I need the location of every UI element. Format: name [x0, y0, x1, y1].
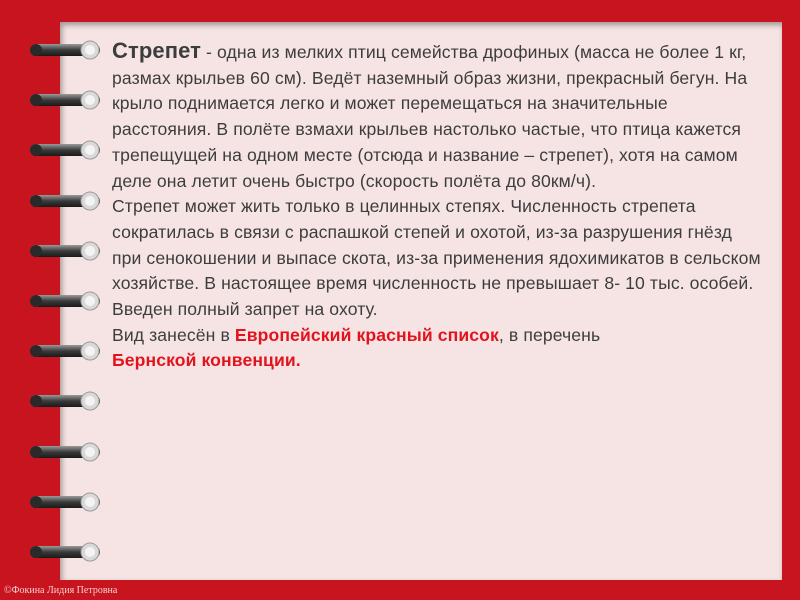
slide-title: Стрепет [112, 38, 202, 63]
red-list-label: Европейский красный список [234, 324, 499, 345]
binding-ring-icon [28, 237, 104, 265]
status-text-before: Вид занесён в [112, 324, 235, 345]
binding-ring-icon [28, 438, 104, 466]
description-body: (масса не более 1 кг, размах крыльев 60 см). Ведёт наземный образ жизни, прекрасный бегун. На крыло поднимается легко и может перемещаться на значительные расстояния. В полёте взмахи крыльев настолько частые, что птица кажется трепещущей на одном месте (отсюда и название – стрепет), хотя на самом деле она летит очень быстро (скорость полёта до 80км/ч). [112, 42, 748, 191]
binding-ring-icon [28, 488, 104, 516]
binding-ring-icon [28, 36, 104, 64]
paragraph-status [112, 323, 762, 374]
binding-ring-icon [28, 287, 104, 315]
binding-ring-icon [28, 337, 104, 365]
bern-convention-label: Бернской конвенции. [112, 350, 301, 371]
title-intro: - одна из мелких птиц семейства дрофиных [201, 42, 570, 62]
copyright-text: ©Фокина Лидия Петровна [4, 585, 118, 596]
binding-ring-icon [28, 187, 104, 215]
paragraph-population: Стрепет может жить только в целинных степях. Численность стрепета сократилась в связи с распашкой степей и охотой, из-за разрушения гнёзд при сенокошении и выпасе скота, из-за применения ядохимикатов в сельском хозяйстве. В настоящее время численность не превышает 8- 10 тыс. особей. Введен полный запрет на охоту. [112, 196, 761, 320]
paragraph-description [112, 38, 762, 194]
status-text-middle: , в перечень [498, 324, 601, 345]
binding-ring-icon [28, 387, 104, 415]
binding-ring-icon [28, 136, 104, 164]
slide-text [112, 38, 762, 374]
binding-ring-icon [28, 538, 104, 566]
binding-ring-icon [28, 86, 104, 114]
